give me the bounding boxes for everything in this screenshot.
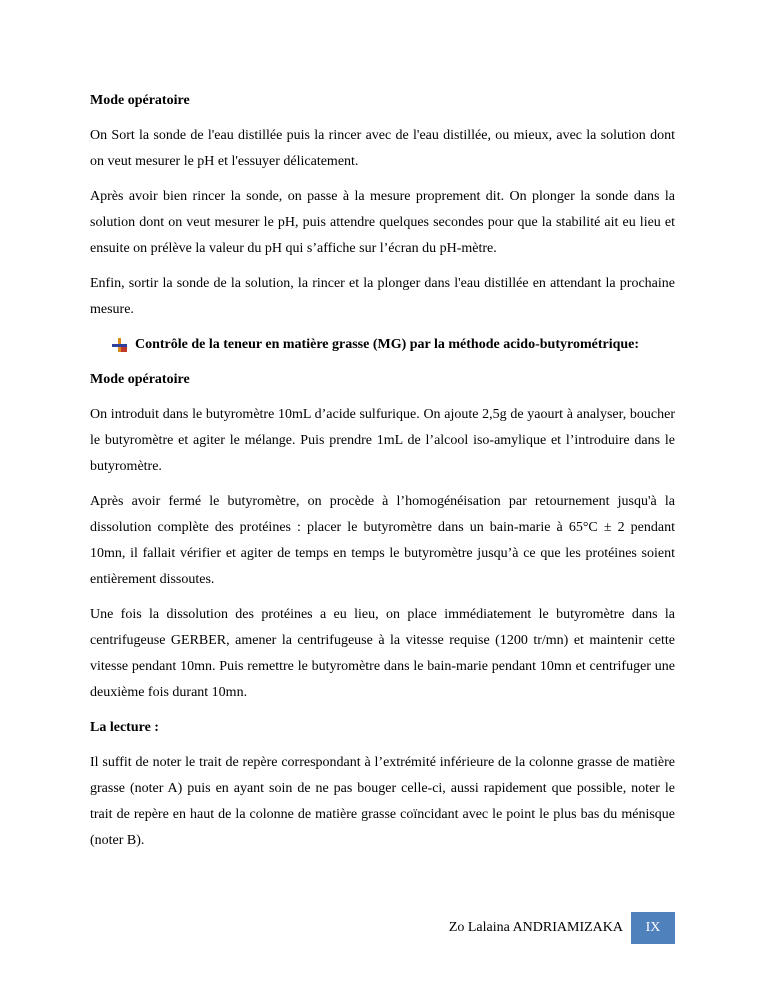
section-heading-mode-operatoire-2: Mode opératoire [90, 372, 190, 387]
paragraph-introduce-acid: On introduit dans le butyromètre 10mL d’acide sulfurique. On ajoute 2,5g de yaourt à analyser, boucher le butyromètre et agiter le mélange. Puis prendre 1mL de l’alcool iso-amylique et l’introduire dans le butyromètre. [90, 407, 675, 474]
bullet-section-fat-content [112, 332, 675, 358]
paragraph-measure-ph: Après avoir bien rincer la sonde, on passe à la mesure proprement dit. On plonger la sonde dans la solution dont on veut mesurer le pH, puis attendre quelques secondes pour que la stabilité ait eu lieu et ensuite on prélève la valeur du pH qui s’affiche sur l’écran du pH-mètre. [90, 189, 675, 256]
paragraph-reading: Il suffit de noter le trait de repère correspondant à l’extrémité inférieure de la colonne grasse de matière grasse (noter A) puis en ayant soin de ne pas bouger celle-ci, aussi rapidement que possible, noter le trait de repère en haut de la colonne de matière grasse coïncidant avec le point le plus bas du ménisque (noter B). [90, 755, 675, 848]
paragraph-homogenization: Après avoir fermé le butyromètre, on procède à l’homogénéisation par retournement jusqu'à la dissolution complète des protéines : placer le butyromètre dans un bain-marie à 65°C ± 2 pendant 10mn, il fallait vérifier et agiter de temps en temps le butyromètre jusqu’à ce que les protéines soient entièrement dissoutes. [90, 494, 675, 587]
paragraph-rinse-probe: On Sort la sonde de l'eau distillée puis la rincer avec de l'eau distillée, ou mieux, avec la solution dont on veut mesurer le pH et l'essuyer délicatement. [90, 128, 675, 169]
page-footer [449, 912, 675, 944]
section-heading-mode-operatoire-1: Mode opératoire [90, 93, 190, 108]
bullet-arrow-icon [112, 338, 127, 352]
bullet-title: Contrôle de la teneur en matière grasse (MG) par la méthode acido-butyrométrique: [135, 337, 640, 352]
paragraph-centrifuge: Une fois la dissolution des protéines a eu lieu, on place immédiatement le butyromètre dans la centrifugeuse GERBER, amener la centrifugeuse à la vitesse requise (1200 tr/mn) et maintenir cette vitesse pendant 10mn. Puis remettre le butyromètre dans le bain-marie pendant 10mn et centrifuger une deuxième fois durant 10mn. [90, 607, 675, 700]
paragraph-finish: Enfin, sortir la sonde de la solution, la rincer et la plonger dans l'eau distillée en attendant la prochaine mesure. [90, 276, 675, 317]
document-body [90, 88, 675, 863]
footer-author: Zo Lalaina ANDRIAMIZAKA [448, 920, 623, 935]
section-heading-lecture: La lecture : [90, 720, 159, 735]
page-number-badge: IX [631, 912, 675, 944]
